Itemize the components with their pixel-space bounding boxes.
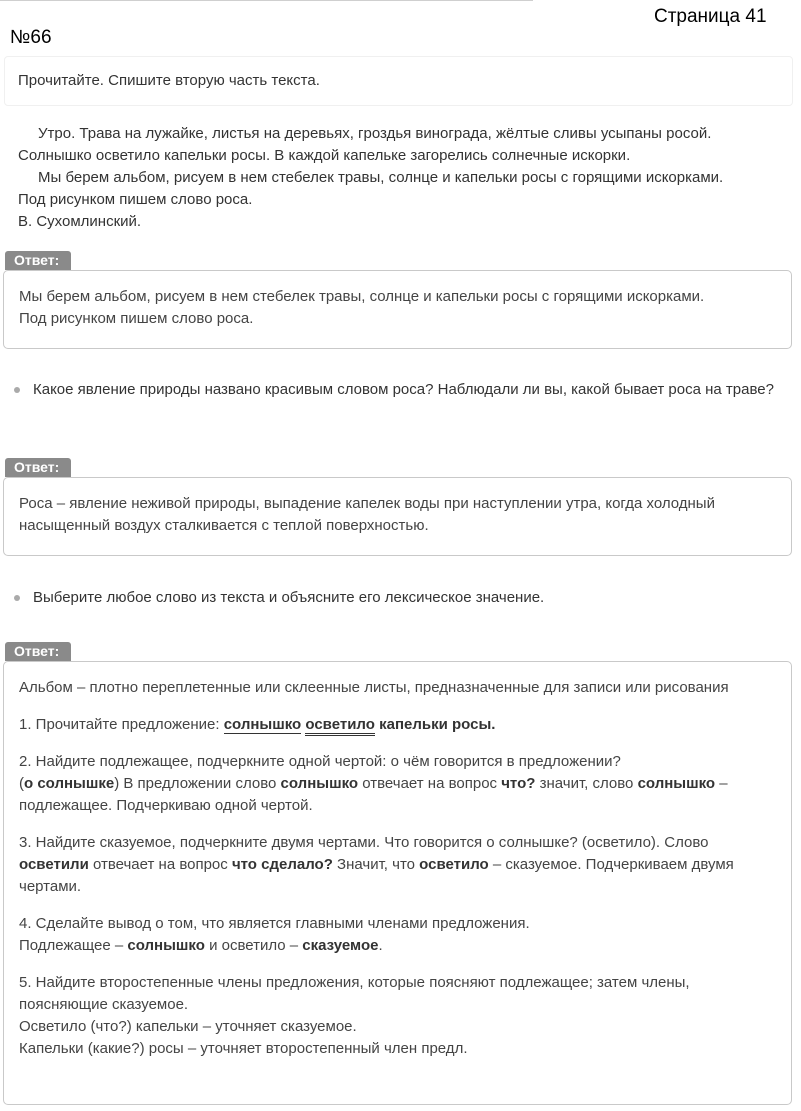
story-line: Мы берем альбом, рисуем в нем стебелек травы, солнце и капельки росы с горящими искорками. <box>38 169 724 186</box>
answer-tag: Ответ: <box>5 458 71 477</box>
question-item <box>14 587 774 609</box>
answer-tag: Ответ: <box>5 642 71 661</box>
text-span: ) В предложении слово <box>114 775 281 792</box>
top-divider <box>0 0 533 1</box>
question-text: Какое явление природы названо красивым словом роса? Наблюдали ли вы, какой бывает роса на траве? <box>33 381 774 398</box>
answer-box-1 <box>3 270 792 349</box>
bold-span: осветило <box>419 856 489 873</box>
answer-paragraph <box>19 751 776 817</box>
story-author: В. Сухомлинский. <box>18 213 142 230</box>
bullet-icon <box>14 387 20 393</box>
task-prompt: Прочитайте. Спишите вторую часть текста. <box>18 72 320 89</box>
predicate-word: осветило <box>305 716 375 736</box>
question-text: Выберите любое слово из текста и объясните его лексическое значение. <box>33 589 545 606</box>
bold-span: солнышко <box>127 937 205 954</box>
answer-box-3 <box>3 661 792 1105</box>
bold-span: осветили <box>19 856 89 873</box>
story-text <box>18 123 788 233</box>
text-span: отвечает на вопрос <box>358 775 502 792</box>
bold-span: что? <box>501 775 536 792</box>
text-span: 1. Прочитайте предложение: <box>19 716 224 733</box>
text-span: . <box>378 937 383 954</box>
bold-span: солнышко <box>637 775 716 792</box>
text-line: Осветило (что?) капельки – уточняет сказуемое. <box>19 1018 357 1035</box>
task-number: №66 <box>10 27 52 48</box>
text-line <box>19 773 776 817</box>
story-line: Утро. Трава на лужайке, листья на деревьях, гроздья винограда, жёлтые сливы усыпаны росой. <box>38 125 712 142</box>
answer-box-2 <box>3 477 792 556</box>
rest-words: капельки росы. <box>379 716 496 733</box>
story-line: Под рисунком пишем слово роса. <box>18 191 253 208</box>
text-span: ( <box>19 775 24 792</box>
text-span: отвечает на вопрос <box>88 856 232 873</box>
text-span: значит, слово <box>535 775 638 792</box>
bold-span: что сделало? <box>231 856 333 873</box>
text-span: – подлежащее. Подчеркиваю одной чертой. <box>19 775 728 814</box>
answer-line: Роса – явление неживой природы, выпадение капелек воды при наступлении утра, когда холодный <box>19 495 715 512</box>
answer-tag: Ответ: <box>5 251 71 270</box>
answer-paragraph <box>19 832 776 898</box>
text-span: Значит, что <box>332 856 420 873</box>
task-prompt-box <box>4 56 793 106</box>
story-line: Солнышко осветило капельки росы. В каждой капельке загорелись солнечные искорки. <box>18 147 631 164</box>
subject-word: солнышко <box>223 716 302 733</box>
answer-paragraph <box>19 972 776 1060</box>
page-label: Страница 41 <box>654 6 767 27</box>
answer-line: насыщенный воздух сталкивается с теплой поверхностью. <box>19 517 429 534</box>
question-item <box>14 379 774 401</box>
text-line: 2. Найдите подлежащее, подчеркните одной чертой: о чём говорится в предложении? <box>19 753 621 770</box>
answer-paragraph <box>19 913 776 957</box>
text-span: и осветило – <box>204 937 303 954</box>
text-line <box>19 935 776 957</box>
text-line: Капельки (какие?) росы – уточняет второстепенный член предл. <box>19 1040 468 1057</box>
bold-span: сказуемое <box>302 937 379 954</box>
answer-paragraph: Альбом – плотно переплетенные или склеенные листы, предназначенные для записи или рисования <box>19 679 729 696</box>
text-line: 5. Найдите второстепенные члены предложения, которые поясняют подлежащее; затем члены, поясняющие сказуемое. <box>19 974 690 1013</box>
text-line: 4. Сделайте вывод о том, что является главными членами предложения. <box>19 915 530 932</box>
answer-paragraph <box>19 714 776 736</box>
bold-span: солнышко <box>280 775 359 792</box>
text-span: Подлежащее – <box>19 937 128 954</box>
answer-line: Мы берем альбом, рисуем в нем стебелек травы, солнце и капельки росы с горящими искорками. <box>19 288 705 305</box>
bold-span: о солнышке <box>24 775 115 792</box>
text-span: – сказуемое. Подчеркиваем двумя чертами. <box>19 856 734 895</box>
answer-line: Под рисунком пишем слово роса. <box>19 310 254 327</box>
text-span: 3. Найдите сказуемое, подчеркните двумя чертами. Что говорится о солнышке? (осветило). Слово <box>19 834 709 851</box>
bullet-icon <box>14 595 20 601</box>
